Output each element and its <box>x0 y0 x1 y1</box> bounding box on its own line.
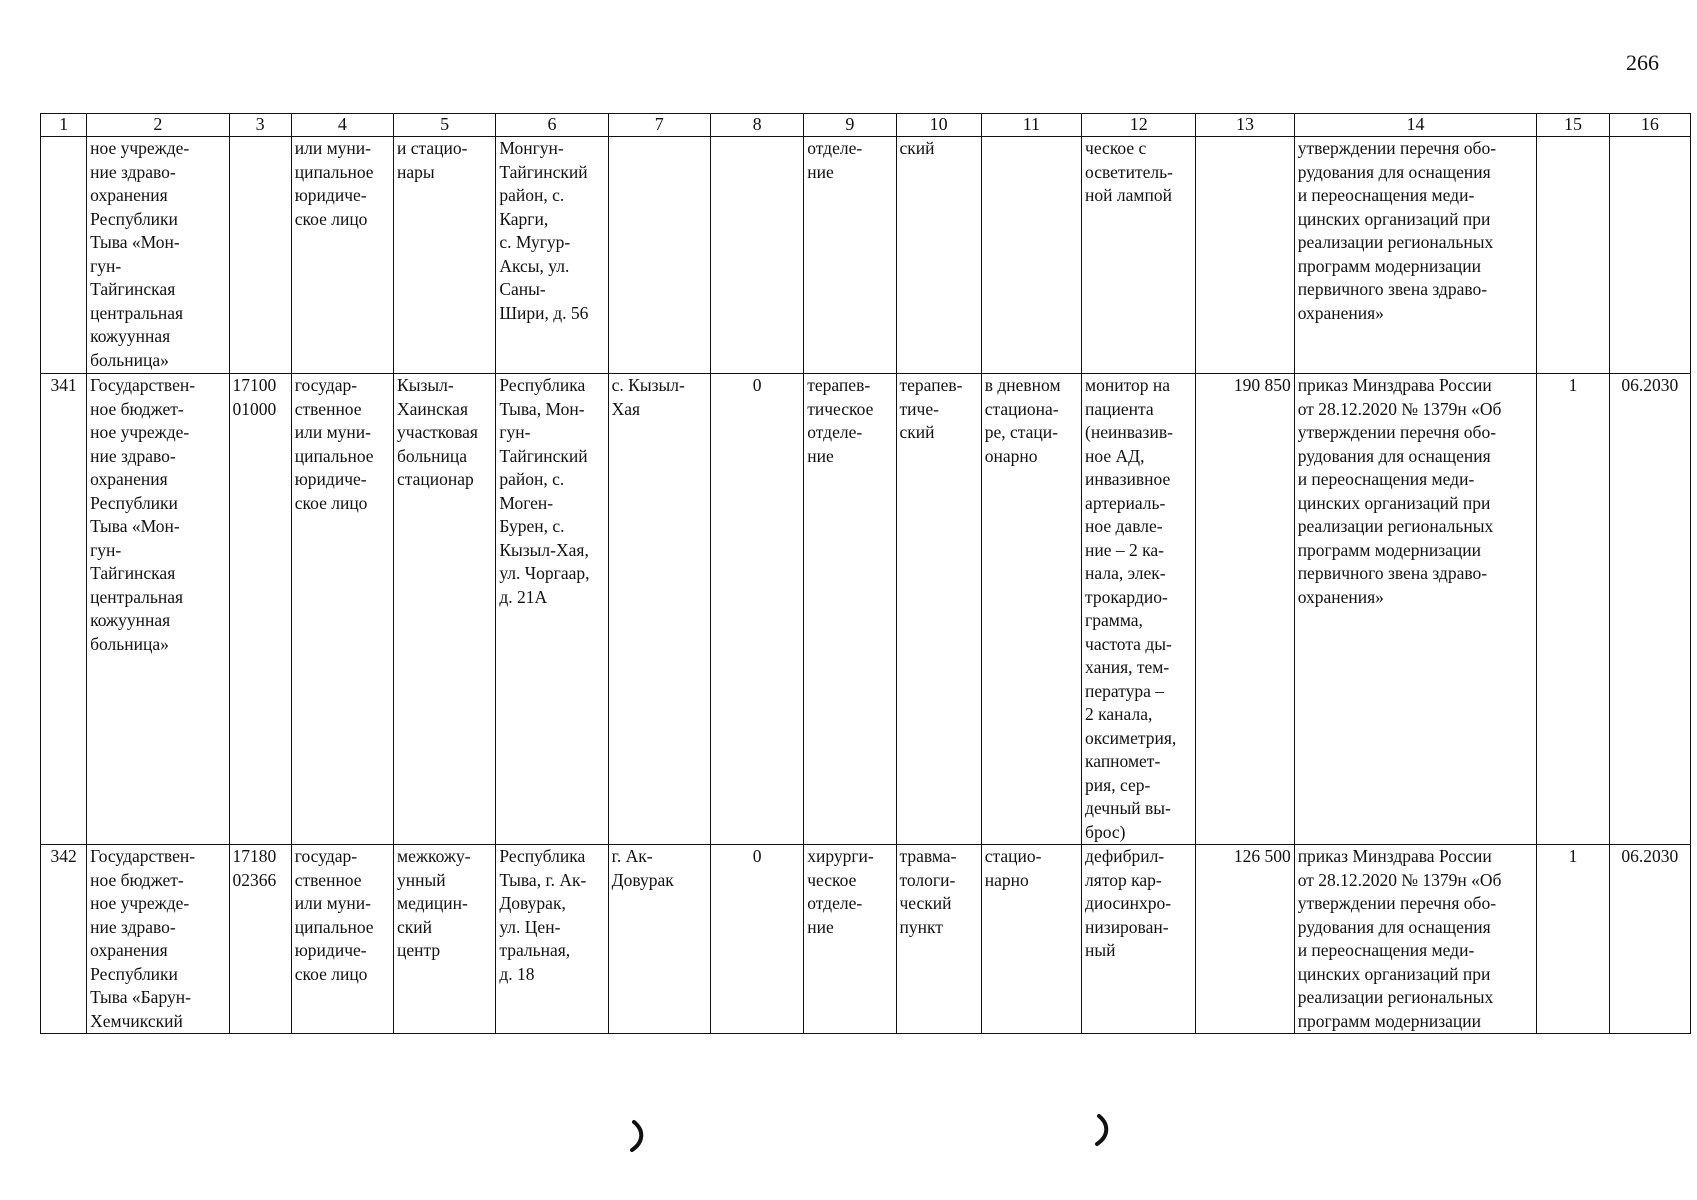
organization-name-cell: ное учрежде- ние здраво- охранения Республики Тыва «Мон- гун- Тайгинская центральная кожуунная больница» <box>87 137 229 374</box>
profile-cell: травма- тологи- ческий пункт <box>896 845 981 1034</box>
column-number: 15 <box>1537 114 1609 137</box>
code-cell: 17180 02366 <box>229 845 291 1034</box>
value-cell: 0 <box>710 845 803 1034</box>
legal-basis-cell: приказ Минздрава России от 28.12.2020 № 1379н «Об утверждении перечня обо- рудования для оснащения и переоснащения меди- цинских организаций при реализации региональных программ модернизации <box>1294 845 1537 1034</box>
column-number: 3 <box>229 114 291 137</box>
column-number: 5 <box>394 114 496 137</box>
column-number: 14 <box>1294 114 1537 137</box>
page-number: 266 <box>1626 50 1659 75</box>
column-number: 13 <box>1196 114 1294 137</box>
equipment-cell: дефибрил- лятор кар- диосинхро- низирован- ный <box>1082 845 1196 1034</box>
equipment-cell: монитор на пациента (неинвазив- ное АД, инвазивное артериаль- ное давле- ние – 2 ка- нала, элек- трокардио- грамма, частота ды- хания, тем- пература – 2 канала, оксиметрия, капномет- рия, сер- дечный вы- брос) <box>1082 374 1196 845</box>
legal-form-cell: или муни- ципальное юридиче- ское лицо <box>291 137 393 374</box>
equipment-table <box>40 113 1691 1034</box>
table-row <box>41 137 1691 374</box>
department-cell: хирурги- ческое отделе- ние <box>804 845 896 1034</box>
column-number: 16 <box>1609 114 1690 137</box>
profile-cell: ский <box>896 137 981 374</box>
legal-basis-cell: приказ Минздрава России от 28.12.2020 № 1379н «Об утверждении перечня обо- рудования для оснащения и переоснащения меди- цинских организаций при реализации региональных программ модернизации первичного звена здраво- охранения» <box>1294 374 1537 845</box>
profile-cell: терапев- тиче- ский <box>896 374 981 845</box>
care-conditions-cell: стацио- нарно <box>981 845 1081 1034</box>
department-cell: терапев- тическое отделе- ние <box>804 374 896 845</box>
quantity-cell <box>1537 137 1609 374</box>
column-number: 4 <box>291 114 393 137</box>
column-number: 11 <box>981 114 1081 137</box>
row-number-cell: 342 <box>41 845 87 1034</box>
department-cell: отделе- ние <box>804 137 896 374</box>
address-cell: Монгун- Тайгинский район, с. Карги, с. Мугур- Аксы, ул. Саны- Шири, д. 56 <box>496 137 608 374</box>
organization-name-cell: Государствен- ное бюджет- ное учрежде- ние здраво- охранения Республики Тыва «Барун- Хемчикский <box>87 845 229 1034</box>
column-number: 12 <box>1082 114 1196 137</box>
table-row <box>41 374 1691 845</box>
address-cell: Республика Тыва, г. Ак- Довурак, ул. Цен- тральная, д. 18 <box>496 845 608 1034</box>
row-number-cell: 341 <box>41 374 87 845</box>
cost-cell: 190 850 <box>1196 374 1294 845</box>
cost-cell <box>1196 137 1294 374</box>
column-number: 2 <box>87 114 229 137</box>
date-cell: 06.2030 <box>1609 374 1690 845</box>
scan-mark-left <box>628 1118 648 1154</box>
value-cell: 0 <box>710 374 803 845</box>
column-number: 1 <box>41 114 87 137</box>
row-number-cell <box>41 137 87 374</box>
column-number: 7 <box>608 114 710 137</box>
code-cell <box>229 137 291 374</box>
table-row <box>41 845 1691 1034</box>
legal-basis-cell: утверждении перечня обо- рудования для оснащения и переоснащения меди- цинских организаций при реализации региональных программ модернизации первичного звена здраво- охранения» <box>1294 137 1537 374</box>
scan-mark-right <box>1093 1112 1113 1148</box>
address-cell: Республика Тыва, Мон- гун- Тайгинский район, с. Моген- Бурен, с. Кызыл-Хая, ул. Чоргаар, д. 21А <box>496 374 608 845</box>
column-number: 10 <box>896 114 981 137</box>
quantity-cell: 1 <box>1537 845 1609 1034</box>
column-number: 8 <box>710 114 803 137</box>
value-cell <box>710 137 803 374</box>
settlement-cell <box>608 137 710 374</box>
legal-form-cell: государ- ственное или муни- ципальное юридиче- ское лицо <box>291 374 393 845</box>
settlement-cell: г. Ак- Довурак <box>608 845 710 1034</box>
date-cell <box>1609 137 1690 374</box>
facility-cell: межкожу- унный медицин- ский центр <box>394 845 496 1034</box>
care-conditions-cell: в дневном стациона- ре, стаци- онарно <box>981 374 1081 845</box>
quantity-cell: 1 <box>1537 374 1609 845</box>
legal-form-cell: государ- ственное или муни- ципальное юридиче- ское лицо <box>291 845 393 1034</box>
column-number: 6 <box>496 114 608 137</box>
equipment-cell: ческое с осветитель- ной лампой <box>1082 137 1196 374</box>
care-conditions-cell <box>981 137 1081 374</box>
column-number-row <box>41 114 1691 137</box>
date-cell: 06.2030 <box>1609 845 1690 1034</box>
settlement-cell: с. Кызыл- Хая <box>608 374 710 845</box>
column-number: 9 <box>804 114 896 137</box>
facility-cell: Кызыл- Хаинская участковая больница стационар <box>394 374 496 845</box>
organization-name-cell: Государствен- ное бюджет- ное учрежде- ние здраво- охранения Республики Тыва «Мон- гун- Тайгинская центральная кожуунная больница» <box>87 374 229 845</box>
cost-cell: 126 500 <box>1196 845 1294 1034</box>
facility-cell: и стацио- нары <box>394 137 496 374</box>
code-cell: 17100 01000 <box>229 374 291 845</box>
